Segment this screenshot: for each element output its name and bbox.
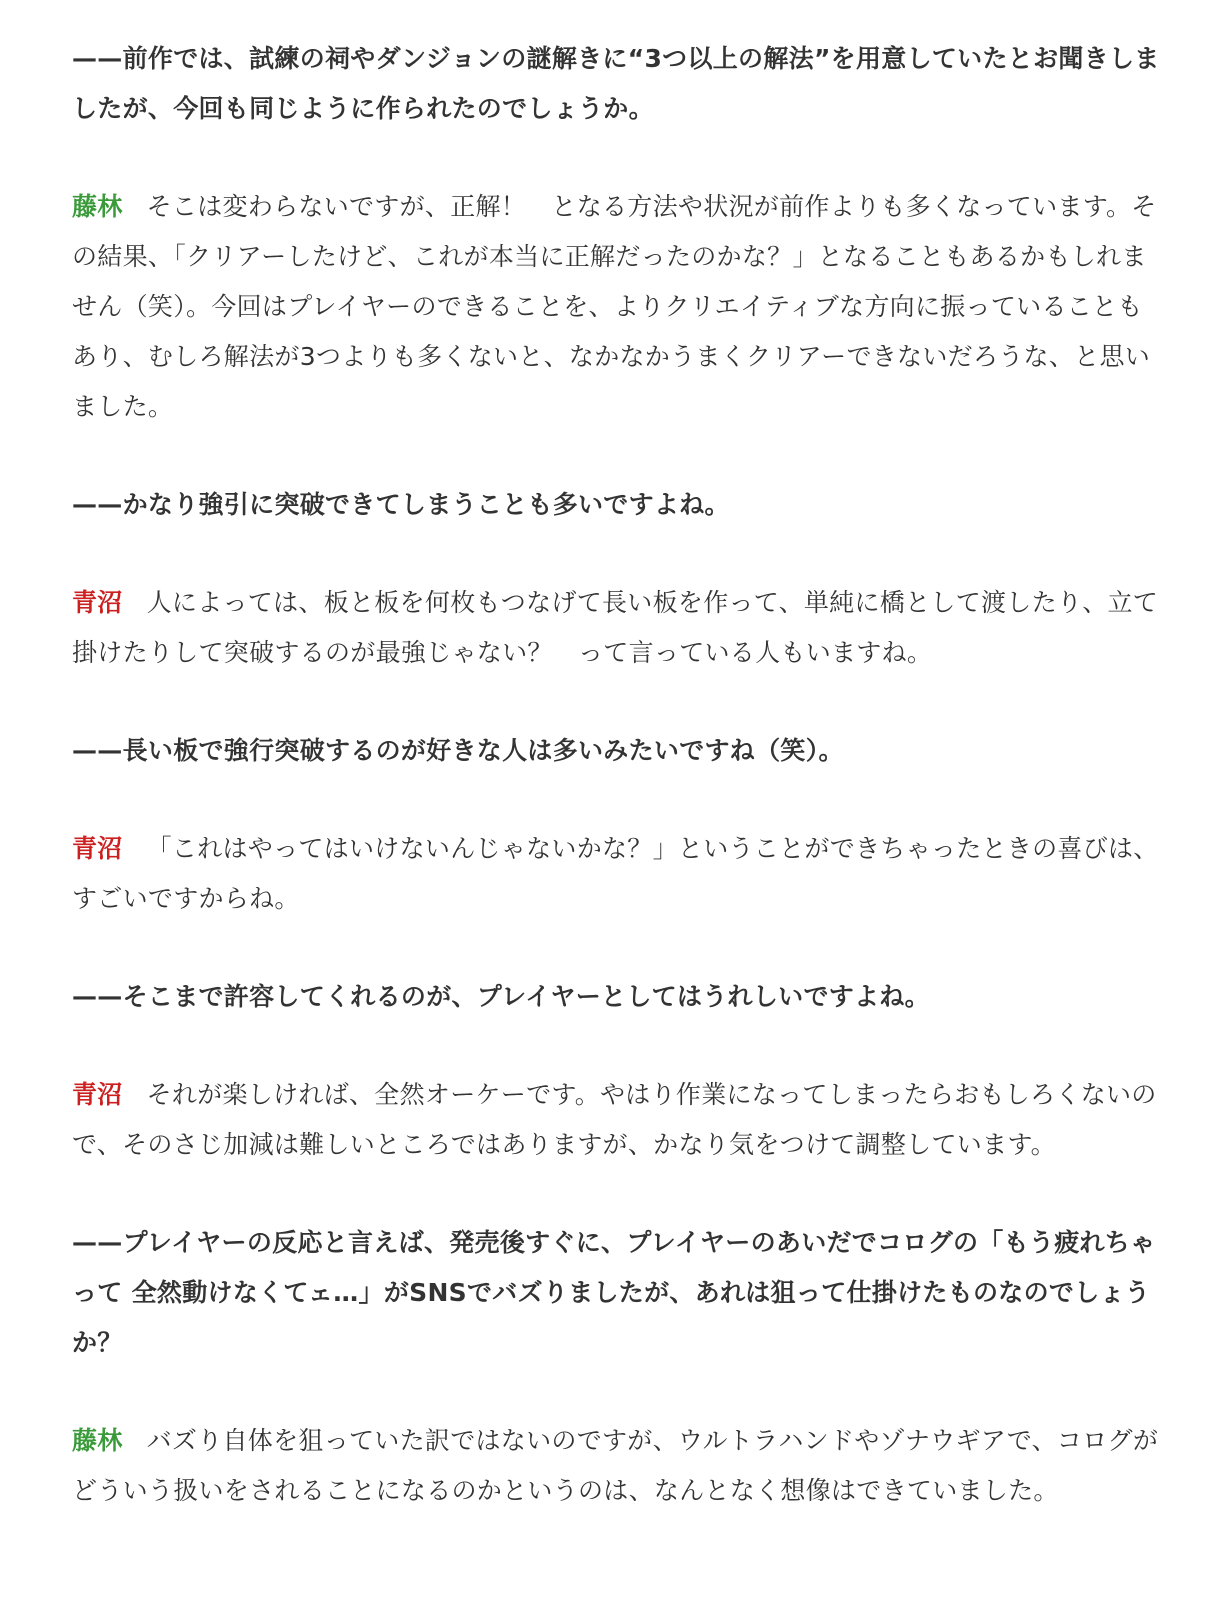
answer-paragraph [72, 1416, 1162, 1516]
answer-text: バズり自体を狙っていた訳ではないのですが、ウルトラハンドやゾナウギアで、コログがどういう扱いをされることになるのかというのは、なんとなく想像はできていました。 [72, 1426, 1159, 1505]
answer-paragraph [72, 1070, 1162, 1170]
question-paragraph [72, 1218, 1162, 1368]
question-paragraph [72, 34, 1162, 134]
question-paragraph [72, 726, 1162, 776]
answer-paragraph [72, 824, 1162, 924]
interview-article [72, 34, 1162, 1564]
question-text: ——長い板で強行突破するのが好きな人は多いみたいですね（笑）。 [72, 736, 844, 765]
question-text: ——プレイヤーの反応と言えば、発売後すぐに、プレイヤーのあいだでコログの「もう疲れちゃって 全然動けなくてェ…」がSNSでバズりましたが、あれは狙って仕掛けたものなのでしょうか？ [72, 1228, 1156, 1357]
question-text: ——前作では、試練の祠やダンジョンの謎解きに“3つ以上の解法”を用意していたとお聞きしましたが、今回も同じように作られたのでしょうか。 [72, 44, 1160, 123]
answer-text: それが楽しければ、全然オーケーです。やはり作業になってしまったらおもしろくないので、そのさじ加減は難しいところではありますが、かなり気をつけて調整しています。 [72, 1080, 1157, 1159]
answer-text: 「これはやってはいけないんじゃないかな？」ということができちゃったときの喜びは、すごいですからね。 [72, 834, 1159, 913]
answer-paragraph [72, 182, 1162, 432]
question-paragraph [72, 972, 1162, 1022]
speaker-name: 青沼 [72, 834, 123, 863]
question-text: ——かなり強引に突破できてしまうことも多いですよね。 [72, 490, 730, 519]
speaker-name: 藤林 [72, 192, 123, 221]
answer-paragraph [72, 578, 1162, 678]
speaker-name: 青沼 [72, 1080, 123, 1109]
speaker-name: 青沼 [72, 588, 123, 617]
answer-text: そこは変わらないですが、正解！ となる方法や状況が前作よりも多くなっています。その結果、「クリアーしたけど、これが本当に正解だったのかな？」となることもあるかもしれません（笑）。今回はプレイヤーのできることを、よりクリエイティブな方向に振っていることもあり、むしろ解法が3つよりも多くないと、なかなかうまくクリアーできないだろうな、と思いました。 [72, 192, 1157, 421]
speaker-name: 藤林 [72, 1426, 123, 1455]
question-text: ——そこまで許容してくれるのが、プレイヤーとしてはうれしいですよね。 [72, 982, 930, 1011]
answer-text: 人によっては、板と板を何枚もつなげて長い板を作って、単純に橋として渡したり、立て掛けたりして突破するのが最強じゃない？ って言っている人もいますね。 [72, 588, 1159, 667]
question-paragraph [72, 480, 1162, 530]
